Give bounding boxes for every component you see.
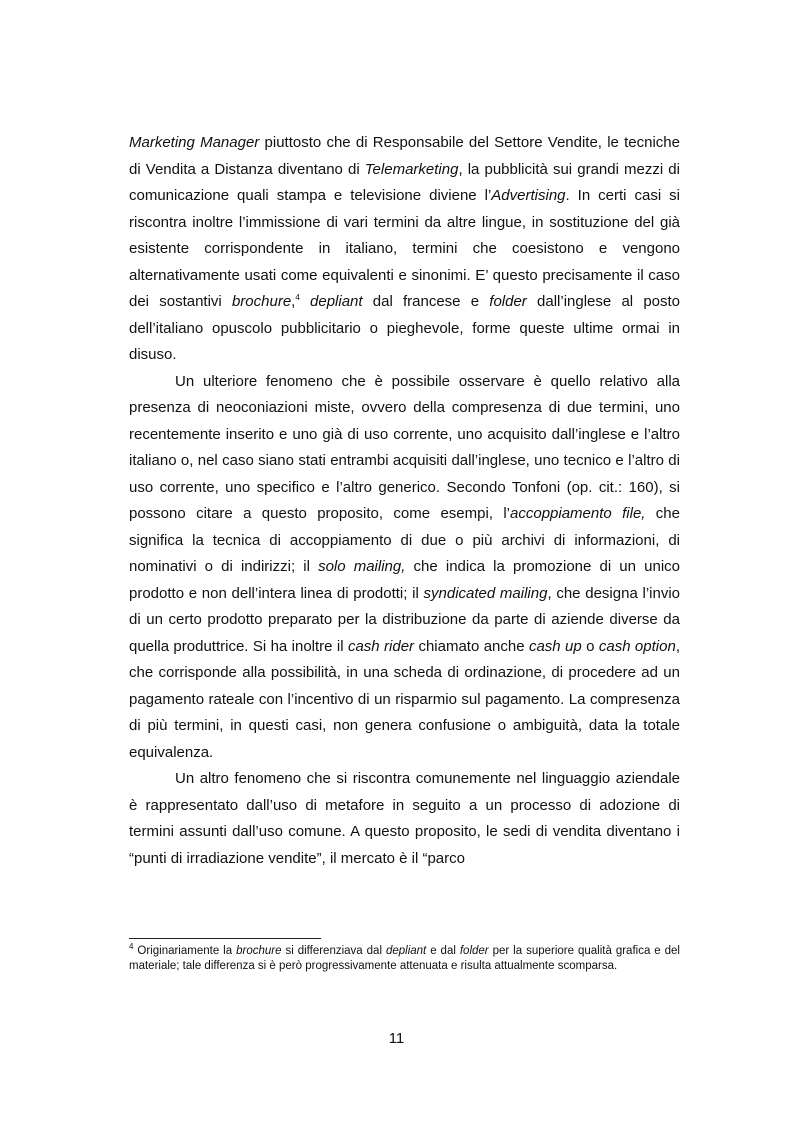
italic-term: brochure	[236, 945, 282, 957]
text-run: , che designa l’invio di un certo prodotto preparato per la distribuzione da parte di aziende diverse da quella produttrice. Si ha inoltre il	[129, 584, 681, 655]
paragraph-2	[129, 369, 680, 767]
text-run: per la superiore qualità grafica e del materiale; tale differenza si è però progressivamente attenuata e risulta attualmente scomparsa.	[129, 945, 680, 972]
text-run: piuttosto che di Responsabile del Settore Vendite, le tecniche di Vendita a Distanza diventano di	[129, 134, 680, 178]
italic-term: brochure	[231, 293, 292, 310]
text-run: dal francese e	[362, 293, 490, 310]
text-run: , che corrisponde alla possibilità, in una scheda di ordinazione, di procedere ad un pagamento rateale con l’incentivo di un risparmio sul pagamento. La compresenza di più termini, in questi casi, non genera confusione o ambiguità, data la totale equivalenza.	[129, 637, 680, 761]
text-run: si differenziava dal	[281, 945, 386, 957]
paragraph-1	[129, 130, 680, 369]
text-run	[300, 293, 310, 310]
footnote-divider	[129, 938, 321, 939]
footnote-marker: 4	[295, 293, 300, 302]
italic-term: cash option	[598, 637, 676, 655]
italic-term: cash rider	[347, 637, 415, 655]
footnote-marker: 4	[129, 942, 134, 952]
page-number: 11	[388, 1030, 405, 1047]
text-run: Originariamente la	[133, 945, 237, 957]
text-run: ,	[291, 293, 296, 310]
italic-term: folder	[489, 293, 527, 310]
text-run: che significa la tecnica di accoppiamento di due o più archivi di informazioni, di nominativi o di indirizzi; il	[129, 505, 680, 575]
italic-term: depliant	[385, 945, 427, 957]
text-run: . In certi casi si riscontra inoltre l’immissione di vari termini da altre lingue, in sostituzione del già esistente corrispondente in italiano, termini che coesistono e vengono alternativamente usati come equivalenti e sinonimi. E’ questo precisamente il caso dei sostantivi	[129, 187, 680, 310]
italic-term: syndicated mailing	[423, 584, 548, 602]
body-text	[129, 130, 680, 872]
text-run: dall’inglese al posto dell’italiano opuscolo pubblicitario o pieghevole, forme queste ultime ormai in disuso.	[129, 293, 681, 363]
italic-term: depliant	[310, 293, 363, 310]
text-run: o	[581, 637, 599, 655]
text-run: Un ulteriore fenomeno che è possibile osservare è quello relativo alla presenza di neoconiazioni miste, ovvero della compresenza di due termini, uno recentemente inserito e uno già di uso corrente, uno acquisito dall’inglese e l’altro italiano o, nel caso siano stati entrambi acquisiti dall’inglese, uno tecnico e l’altro di uso corrente, uno specifico e l’altro generico. Secondo Tonfoni (op. cit.: 160), si possono citare a questo proposito, come esempi, l’	[129, 372, 680, 522]
text-run: chiamato anche	[414, 637, 529, 655]
italic-term: Marketing Manager	[129, 134, 260, 151]
text-run: Un altro fenomeno che si riscontra comunemente nel linguaggio aziendale è rappresentato dall’uso di metafore in seguito a un processo di adozione di termini assunti dall’uso comune. A questo proposito, le sedi di vendita diventano i “punti di irradiazione vendite”, il mercato è il “parco	[129, 770, 680, 867]
italic-term: solo mailing,	[318, 558, 406, 575]
paragraph-3	[129, 766, 680, 872]
italic-term: cash up	[528, 637, 582, 655]
text-run: , la pubblicità sui grandi mezzi di comunicazione quali stampa e televisione diviene l’	[129, 160, 680, 204]
italic-term: accoppiamento file,	[510, 505, 646, 522]
text-run: e dal	[426, 945, 460, 957]
footnote-4	[129, 944, 680, 974]
italic-term: folder	[459, 945, 489, 957]
italic-term: Advertising	[491, 187, 566, 204]
text-run: che indica la promozione di un unico prodotto e non dell’intera linea di prodotti; il	[129, 558, 680, 602]
italic-term: Telemarketing	[364, 160, 459, 178]
